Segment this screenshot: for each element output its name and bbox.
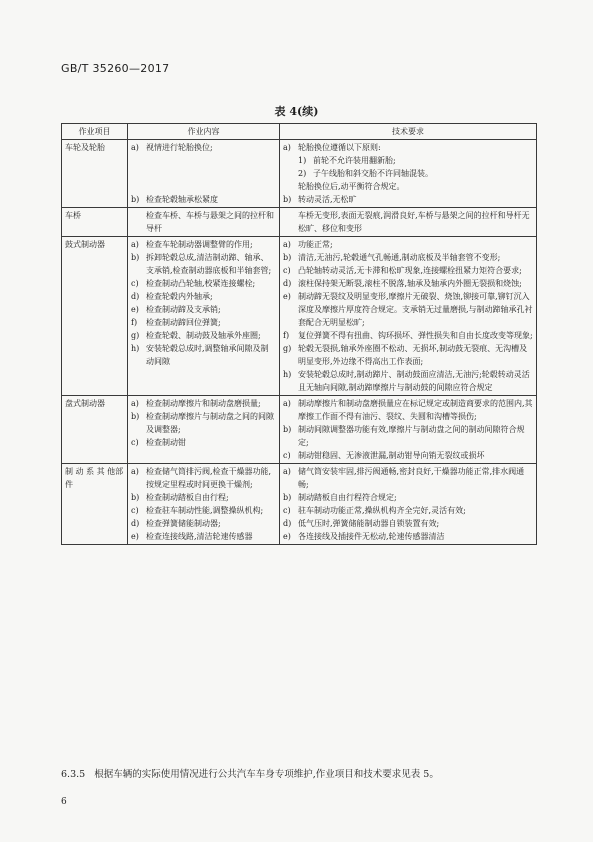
standard-code: GB/T 35260—2017 — [61, 62, 170, 75]
item-label: d) — [283, 279, 292, 288]
item-label: b) — [283, 253, 292, 262]
item-text: 轮胎换位遵循以下原则: — [298, 143, 381, 152]
item-text: 制动踏板自由行程符合规定; — [298, 493, 397, 502]
table-body — [62, 140, 537, 545]
table-row — [62, 140, 537, 208]
item-label: c) — [131, 279, 139, 288]
item-label: d) — [283, 519, 292, 528]
work-item-cell: 鼓式制动器 — [62, 237, 128, 396]
item-text: 检查车轮制动器调整臂的作用; — [146, 240, 253, 249]
item-text: 检查轮毂、制动鼓及轴承外座圈; — [146, 331, 261, 340]
requirement-item — [283, 251, 533, 264]
item-text: 功能正常; — [298, 240, 333, 249]
item-text: 滚柱保持架无断裂,滚柱不脱落,轴承及轴承内外圈无裂损和烧蚀; — [298, 279, 522, 288]
item-text: 检查制动踏板自由行程; — [146, 493, 229, 502]
clause-text: 根据车辆的实际使用情况进行公共汽车车身专项维护,作业项目和技术要求见表 5。 — [94, 769, 439, 780]
item-label — [283, 209, 298, 235]
maintenance-table — [61, 123, 537, 545]
item-label: h) — [131, 344, 140, 353]
requirement-item — [283, 530, 533, 543]
requirement-item — [283, 368, 533, 394]
content-item — [131, 251, 276, 277]
item-label: e) — [283, 532, 291, 541]
item-text: 检查制动摩擦片与制动盘之间的间隙及调整器; — [146, 412, 274, 434]
item-text: 凸轮轴转动灵活,无卡滞和松旷现象,连接螺栓扭紧力矩符合要求; — [298, 266, 522, 275]
requirement-item — [283, 167, 533, 180]
item-text: 检查轮毂轴承松紧度 — [146, 195, 218, 204]
content-item — [131, 316, 276, 329]
item-text: 拆卸轮毂总成,清洁制动蹄、轴承、支承销,检查制动器底板和半轴套管; — [146, 253, 272, 275]
item-text: 轮胎换位后,动平衡符合规定。 — [298, 182, 405, 191]
requirement-item — [283, 180, 533, 193]
item-text: 检查轮毂内外轴承; — [146, 292, 213, 301]
tech-requirement-cell — [280, 464, 537, 545]
requirement-item — [283, 329, 533, 342]
item-text: 各连接线及插接件无松动,轮速传感器清洁 — [298, 532, 445, 541]
item-text: 检查储气筒排污阀,检查干燥器功能,按规定里程或时间更换干燥剂; — [146, 467, 272, 489]
item-text: 安装轮毂总成时,调整轴承间隙及制动间隙 — [146, 344, 269, 366]
item-label: a) — [283, 467, 291, 476]
item-label: 2) — [298, 169, 307, 178]
item-text: 检查连接线路,清洁轮速传感器 — [146, 532, 253, 541]
tech-requirement-cell — [280, 140, 537, 208]
header-work-item: 作业项目 — [62, 124, 128, 140]
requirement-item — [283, 209, 533, 235]
item-label: e) — [131, 305, 139, 314]
item-label: d) — [131, 292, 140, 301]
item-label: a) — [131, 467, 139, 476]
work-item-cell: 车桥 — [62, 208, 128, 237]
item-text: 检查制动蹄回位弹簧; — [146, 318, 221, 327]
item-text: 制动间隙调整器功能有效,摩擦片与制动盘之间的制动间隙符合规定; — [298, 425, 525, 447]
work-content-cell — [128, 464, 280, 545]
header-tech-requirement: 技术要求 — [280, 124, 537, 140]
content-item — [131, 530, 276, 543]
requirement-item — [283, 277, 533, 290]
item-label: g) — [283, 344, 292, 353]
content-item — [131, 303, 276, 316]
requirement-item — [283, 141, 533, 154]
content-item — [131, 141, 276, 154]
table-row — [62, 237, 537, 396]
item-label: c) — [131, 438, 139, 447]
item-text: 驻车制动功能正常,操纵机构齐全完好,灵活有效; — [298, 506, 466, 515]
content-item — [131, 517, 276, 530]
item-text: 车桥无变形,表面无裂痕,润滑良好,车桥与悬架之间的拉杆和导杆无松旷、移位和变形 — [298, 211, 530, 233]
content-item — [131, 410, 276, 436]
item-label: a) — [131, 240, 139, 249]
content-item — [131, 167, 276, 180]
requirement-item — [283, 154, 533, 167]
item-label: a) — [283, 143, 291, 152]
item-text: 低气压时,弹簧储能制动器自锁装置有效; — [298, 519, 440, 528]
requirement-item — [283, 264, 533, 277]
requirement-item — [283, 290, 533, 329]
item-text: 视情进行轮胎换位; — [146, 143, 213, 152]
item-label: b) — [131, 253, 140, 262]
requirement-item — [283, 238, 533, 251]
item-text: 储气筒安装牢固,排污阀通畅,密封良好,干燥器功能正常,排水阀通畅; — [298, 467, 525, 489]
clause-6-3-5 — [61, 766, 541, 780]
item-label: d) — [131, 519, 140, 528]
requirement-item — [283, 193, 533, 206]
item-label: b) — [131, 195, 140, 204]
item-label: c) — [283, 451, 291, 460]
clause-number: 6.3.5 — [61, 769, 86, 780]
item-text: 安装轮毂总成时,制动蹄片、制动鼓面应清洁,无油污;轮毂转动灵活且无轴向间隙,制动蹄摩擦片与制动鼓的间隙应符合规定 — [298, 370, 530, 392]
item-text: 子午线胎和斜交胎不许同轴混装。 — [313, 169, 433, 178]
content-item — [131, 238, 276, 251]
item-label: b) — [131, 493, 140, 502]
requirement-item — [283, 504, 533, 517]
content-item — [131, 180, 276, 193]
item-text: 制动摩擦片和制动盘磨损量应在标记规定或制造商要求的范围内,其摩擦工作面不得有油污、裂纹、失圆和沟槽等损伤; — [298, 399, 533, 421]
tech-requirement-cell — [280, 208, 537, 237]
item-text: 清洁,无油污,轮毂通气孔畅通,制动底板及半轴套管不变形; — [298, 253, 501, 262]
item-text: 制动蹄无裂纹及明显变形,摩擦片无破裂、烧蚀,铆接可靠,铆钉沉入深度及摩擦片厚度符合规定。支承销无过量磨损,与制动蹄轴承孔衬套配合无明显松旷; — [298, 292, 533, 327]
item-text: 转动灵活,无松旷 — [298, 195, 357, 204]
item-text: 检查车桥、车桥与悬架之间的拉杆和导杆 — [146, 211, 274, 233]
content-item — [131, 329, 276, 342]
item-label: c) — [283, 266, 291, 275]
item-label: a) — [131, 143, 139, 152]
item-label: b) — [283, 425, 292, 434]
table-row — [62, 208, 537, 237]
content-item — [131, 504, 276, 517]
item-label: f) — [131, 318, 138, 327]
item-label: a) — [283, 240, 291, 249]
content-item — [131, 342, 276, 368]
table-row — [62, 464, 537, 545]
tech-requirement-cell — [280, 396, 537, 464]
item-text: 轮毂无裂损,轴承外座圈不松动、无损坏,制动鼓无裂痕、无沟槽及明显变形,外边缘不得高出工作表面; — [298, 344, 528, 366]
page-number: 6 — [61, 797, 67, 807]
work-content-cell — [128, 140, 280, 208]
item-label: c) — [131, 506, 139, 515]
requirement-item — [283, 342, 533, 368]
content-item — [131, 491, 276, 504]
item-label: b) — [283, 493, 292, 502]
table-title: 表 4(续) — [274, 105, 319, 118]
content-item — [131, 277, 276, 290]
item-text: 前轮不允许装用翻新胎; — [313, 156, 396, 165]
requirement-item — [283, 465, 533, 491]
item-label: h) — [283, 370, 292, 379]
item-label: b) — [283, 195, 292, 204]
item-label — [131, 209, 146, 235]
work-content-cell — [128, 208, 280, 237]
content-item — [131, 193, 276, 206]
content-item — [131, 154, 276, 167]
content-item — [131, 436, 276, 449]
item-label: b) — [131, 412, 140, 421]
item-label: e) — [131, 532, 139, 541]
item-label: 1) — [298, 156, 307, 165]
item-label: f) — [283, 331, 290, 340]
item-label: a) — [131, 399, 139, 408]
table-row — [62, 396, 537, 464]
work-content-cell — [128, 237, 280, 396]
content-item — [131, 397, 276, 410]
item-text: 检查制动钳 — [146, 438, 186, 447]
item-text: 检查制动蹄及支承销; — [146, 305, 221, 314]
item-label: a) — [283, 399, 291, 408]
content-item — [131, 290, 276, 303]
requirement-item — [283, 449, 533, 462]
table-header-row — [62, 124, 537, 140]
item-label: e) — [283, 292, 291, 301]
work-item-cell: 车轮及轮胎 — [62, 140, 128, 208]
work-item-cell: 盘式制动器 — [62, 396, 128, 464]
work-item-cell: 制 动 系 其 他部件 — [62, 464, 128, 545]
requirement-item — [283, 397, 533, 423]
item-text: 复位弹簧不得有扭曲、钩环损坏、弹性损失和自由长度改变等现象; — [298, 331, 533, 340]
item-text: 检查制动摩擦片和制动盘磨损量; — [146, 399, 261, 408]
item-text: 检查制动凸轮轴,校紧连接螺栓; — [146, 279, 256, 288]
item-label: g) — [131, 331, 140, 340]
header-work-content: 作业内容 — [128, 124, 280, 140]
item-text: 检查弹簧储能制动器; — [146, 519, 221, 528]
item-text: 制动钳稳固、无渗液泄漏,制动钳导向销无裂纹或损坏 — [298, 451, 485, 460]
item-label — [283, 180, 298, 193]
item-text: 检查驻车制动性能,调整操纵机构; — [146, 506, 264, 515]
content-item — [131, 209, 276, 235]
tech-requirement-cell — [280, 237, 537, 396]
requirement-item — [283, 423, 533, 449]
content-item — [131, 465, 276, 491]
requirement-item — [283, 491, 533, 504]
item-label: c) — [283, 506, 291, 515]
work-content-cell — [128, 396, 280, 464]
requirement-item — [283, 517, 533, 530]
